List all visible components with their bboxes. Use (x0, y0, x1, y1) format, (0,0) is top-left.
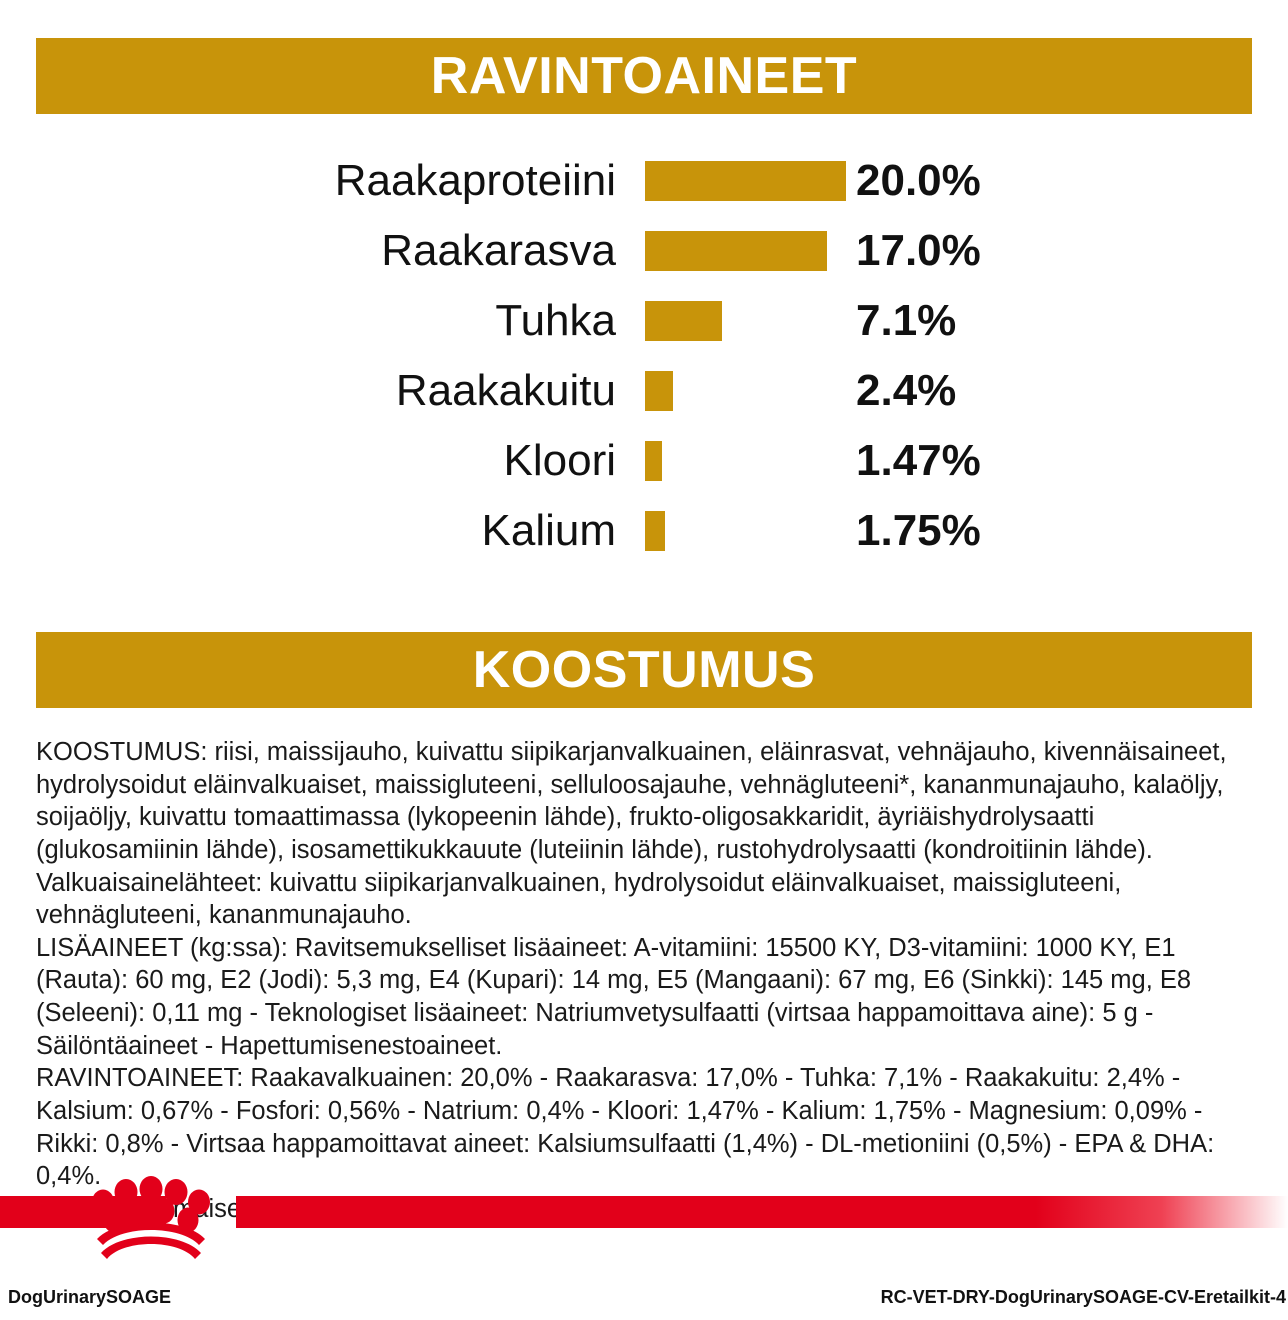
nutrient-value: 7.1% (856, 296, 957, 345)
nutrient-bar-cell (616, 231, 846, 271)
composition-paragraph: LISÄAINEET (kg:ssa): Ravitsemukselliset lisäaineet: A-vitamiini: 15500 KY, D3-vitamiini: 1000 KY, E1 (Rauta): 60 mg, E2 (Jodi): 5,3 mg, E4 (Kupari): 14 mg, E5 (Mangaani): 67 mg, E6 (Sinkki): 145 mg, E8 (Seleeni): 0,11 mg - Teknologiset lisäaineet: Natriumvetysulfaatti (virtsaa happamoittava aine): 5 g - Säilöntäaineet - Hapettumisenestoaineet. (36, 933, 1192, 1060)
nutrient-bar-cell (616, 161, 846, 201)
nutrient-label: Raakarasva (381, 226, 616, 275)
footer-left-caption: DogUrinarySOAGE (8, 1287, 172, 1307)
nutrients-banner-title: RAVINTOAINEET (430, 47, 858, 105)
composition-banner-title: KOOSTUMUS (472, 641, 816, 699)
nutrient-row (0, 286, 1288, 356)
nutrient-bar-cell (616, 441, 846, 481)
nutrient-label: Raakakuitu (395, 366, 616, 415)
nutrient-bar (645, 231, 827, 271)
nutrient-value: 1.47% (856, 436, 981, 485)
footer-right-caption: RC-VET-DRY-DogUrinarySOAGE-CV-Eretailkit-4 (880, 1287, 1286, 1307)
nutrient-value: 1.75% (856, 506, 981, 555)
nutrient-bar-cell (616, 301, 846, 341)
composition-section-banner (36, 632, 1252, 708)
nutrient-label: Raakaproteiini (334, 156, 616, 205)
nutrient-row (0, 216, 1288, 286)
nutrient-row (0, 426, 1288, 496)
nutrient-label: Kalium (481, 506, 616, 555)
composition-paragraph: KOOSTUMUS: riisi, maissijauho, kuivattu siipikarjanvalkuainen, eläinrasvat, vehnäjauho, kivennäisaineet, hydrolysoidut eläinvalkuaiset, maissigluteeni, selluloosajauhe, vehnägluteeni*, kananmunajauho, kalaöljy, soijaöljy, kuivattu tomaattimassa (lykopeenin lähde), frukto-oligosakkaridit, äyriäishydrolysaatti (glukosamiinin lähde), isosamettikukkauute (luteiinin lähde), rustohydrolysaatti (kondroitiinin lähde). Valkuaisainelähteet: kuivattu siipikarjanvalkuainen, hydrolysoidut eläinvalkuaiset, maissigluteeni, vehnägluteeni, kananmunajauho. (36, 738, 1227, 930)
nutrient-row (0, 146, 1288, 216)
nutrient-row (0, 496, 1288, 566)
nutrient-row (0, 356, 1288, 426)
nutrient-value: 2.4% (856, 366, 957, 415)
nutrient-label: Kloori (503, 436, 616, 485)
nutrient-bar (645, 441, 662, 481)
nutrient-bar (645, 301, 722, 341)
nutrients-section-banner (36, 38, 1252, 114)
royal-canin-crown-logo-icon (83, 1175, 219, 1265)
footer-red-bar-right (236, 1196, 1288, 1228)
nutrient-bar (645, 161, 846, 201)
composition-text-block (36, 736, 1256, 1225)
nutrient-bar (645, 511, 665, 551)
nutrient-label: Tuhka (495, 296, 616, 345)
nutrient-value: 17.0% (856, 226, 981, 275)
composition-paragraph: RAVINTOAINEET: Raakavalkuainen: 20,0% - Raakarasva: 17,0% - Tuhka: 7,1% - Raakakuitu: 2,4% - Kalsium: 0,67% - Fosfori: 0,56% - Natrium: 0,4% - Kloori: 1,47% - Kalium: 1,75% - Magnesium: 0,09% - Rikki: 0,8% - Virtsaa happamoittavat aineet: Kalsiumsulfaatti (1,4%) - DL-metioniini (0,5%) - EPA & DHA: 0,4%. (36, 1064, 1215, 1191)
nutrient-bar-cell (616, 371, 846, 411)
nutrient-bar (645, 371, 673, 411)
nutrient-value: 20.0% (856, 156, 981, 205)
nutrient-bar-cell (616, 511, 846, 551)
nutrient-bar-chart (0, 146, 1288, 566)
